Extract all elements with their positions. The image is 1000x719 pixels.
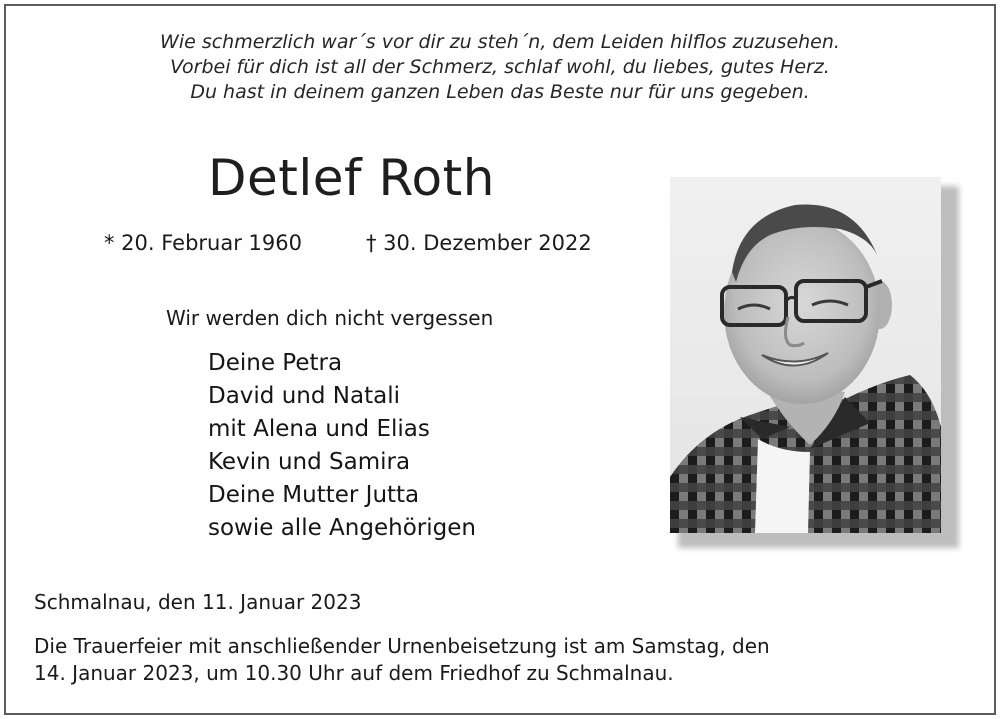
- poem-line-3: Du hast in deinem ganzen Leben das Beste nur für uns gegeben.: [190, 81, 810, 103]
- mourners-list: [208, 347, 476, 545]
- deceased-name: Detlef Roth: [208, 149, 495, 207]
- death-date: † 30. Dezember 2022: [366, 231, 592, 255]
- mourner: Kevin und Samira: [208, 449, 411, 475]
- funeral-info-line-1: Die Trauerfeier mit anschließender Urnenbeisetzung ist am Samstag, den: [34, 634, 770, 658]
- poem-line-1: Wie schmerzlich war´s vor dir zu steh´n, dem Leiden hilflos zuzusehen.: [160, 31, 840, 53]
- portrait-illustration: [670, 177, 941, 533]
- mourner: Deine Petra: [208, 350, 343, 376]
- mourner: sowie alle Angehörigen: [208, 515, 476, 541]
- motto: Wir werden dich nicht vergessen: [166, 306, 494, 330]
- poem-line-2: Vorbei für dich ist all der Schmerz, schlaf wohl, du liebes, gutes Herz.: [170, 56, 830, 78]
- mourner: Deine Mutter Jutta: [208, 482, 420, 508]
- birth-date: * 20. Februar 1960: [104, 231, 302, 255]
- funeral-info: [34, 633, 770, 687]
- mourner: David und Natali: [208, 383, 400, 409]
- poem: [0, 30, 1000, 105]
- place-and-date: Schmalnau, den 11. Januar 2023: [34, 590, 362, 614]
- portrait-photo: [670, 177, 941, 533]
- mourner: mit Alena und Elias: [208, 416, 430, 442]
- funeral-info-line-2: 14. Januar 2023, um 10.30 Uhr auf dem Friedhof zu Schmalnau.: [34, 661, 674, 685]
